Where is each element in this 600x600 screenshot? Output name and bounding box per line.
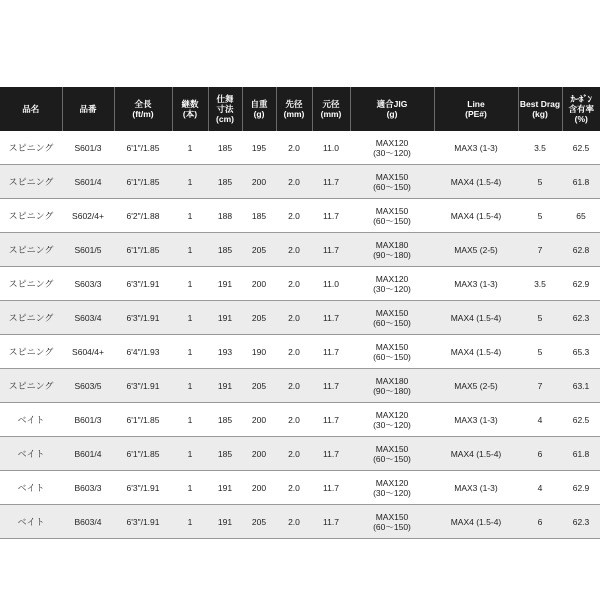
cell-model-number: B601/3 xyxy=(62,403,114,437)
jig-range: (30〜120) xyxy=(373,147,411,158)
header-tip-diameter: 先径 (mm) xyxy=(276,87,312,131)
cell-carbon-content: 65.3 xyxy=(562,335,600,369)
cell-product-name: スピニング xyxy=(0,165,62,199)
cell-weight: 200 xyxy=(242,471,276,505)
table-body xyxy=(0,131,600,539)
cell-total-length: 6'2"/1.88 xyxy=(114,199,172,233)
jig-max: MAX120 xyxy=(375,409,409,420)
cell-line: MAX4 (1.5-4) xyxy=(434,301,518,335)
jig-range: (30〜120) xyxy=(373,419,411,430)
cell-carbon-content: 61.8 xyxy=(562,165,600,199)
cell-carbon-content: 62.5 xyxy=(562,403,600,437)
cell-closed-length: 185 xyxy=(208,403,242,437)
cell-butt-diameter: 11.7 xyxy=(312,335,350,369)
cell-weight: 205 xyxy=(242,369,276,403)
cell-best-drag: 3.5 xyxy=(518,267,562,301)
jig-range: (60〜150) xyxy=(373,453,411,464)
header-jig-weight: 適合JIG (g) xyxy=(350,87,434,131)
header-product-name: 品名 xyxy=(0,87,62,131)
cell-line: MAX3 (1-3) xyxy=(434,403,518,437)
cell-total-length: 6'3"/1.91 xyxy=(114,301,172,335)
table-row xyxy=(0,471,600,505)
table-row xyxy=(0,437,600,471)
cell-butt-diameter: 11.7 xyxy=(312,369,350,403)
cell-jig-weight xyxy=(350,369,434,403)
jig-max: MAX150 xyxy=(375,511,409,522)
cell-product-name: ベイト xyxy=(0,403,62,437)
cell-carbon-content: 62.9 xyxy=(562,471,600,505)
cell-closed-length: 185 xyxy=(208,233,242,267)
cell-weight: 200 xyxy=(242,437,276,471)
cell-best-drag: 7 xyxy=(518,233,562,267)
cell-pieces: 1 xyxy=(172,369,208,403)
jig-range: (60〜150) xyxy=(373,351,411,362)
cell-closed-length: 193 xyxy=(208,335,242,369)
cell-carbon-content: 63.1 xyxy=(562,369,600,403)
cell-jig-weight xyxy=(350,437,434,471)
cell-product-name: ベイト xyxy=(0,505,62,539)
cell-product-name: スピニング xyxy=(0,267,62,301)
cell-product-name: ベイト xyxy=(0,471,62,505)
table-row xyxy=(0,165,600,199)
cell-best-drag: 7 xyxy=(518,369,562,403)
cell-line: MAX3 (1-3) xyxy=(434,267,518,301)
cell-jig-weight xyxy=(350,335,434,369)
cell-tip-diameter: 2.0 xyxy=(276,301,312,335)
cell-pieces: 1 xyxy=(172,267,208,301)
cell-pieces: 1 xyxy=(172,403,208,437)
jig-max: MAX150 xyxy=(375,443,409,454)
cell-butt-diameter: 11.7 xyxy=(312,165,350,199)
table-row xyxy=(0,505,600,539)
cell-best-drag: 4 xyxy=(518,471,562,505)
cell-pieces: 1 xyxy=(172,335,208,369)
cell-carbon-content: 62.8 xyxy=(562,233,600,267)
cell-tip-diameter: 2.0 xyxy=(276,403,312,437)
cell-product-name: スピニング xyxy=(0,233,62,267)
cell-tip-diameter: 2.0 xyxy=(276,267,312,301)
cell-butt-diameter: 11.7 xyxy=(312,505,350,539)
cell-best-drag: 4 xyxy=(518,403,562,437)
cell-best-drag: 6 xyxy=(518,437,562,471)
cell-weight: 200 xyxy=(242,165,276,199)
cell-jig-weight xyxy=(350,505,434,539)
cell-tip-diameter: 2.0 xyxy=(276,505,312,539)
table-row xyxy=(0,199,600,233)
cell-model-number: S601/4 xyxy=(62,165,114,199)
cell-butt-diameter: 11.7 xyxy=(312,301,350,335)
jig-max: MAX150 xyxy=(375,341,409,352)
cell-jig-weight xyxy=(350,471,434,505)
cell-pieces: 1 xyxy=(172,437,208,471)
cell-tip-diameter: 2.0 xyxy=(276,199,312,233)
jig-range: (30〜120) xyxy=(373,283,411,294)
table-row xyxy=(0,131,600,165)
cell-closed-length: 188 xyxy=(208,199,242,233)
jig-range: (30〜120) xyxy=(373,487,411,498)
table-row xyxy=(0,233,600,267)
cell-model-number: S602/4+ xyxy=(62,199,114,233)
cell-weight: 190 xyxy=(242,335,276,369)
cell-line: MAX3 (1-3) xyxy=(434,131,518,165)
jig-range: (60〜150) xyxy=(373,521,411,532)
cell-tip-diameter: 2.0 xyxy=(276,369,312,403)
jig-max: MAX120 xyxy=(375,273,409,284)
cell-butt-diameter: 11.7 xyxy=(312,199,350,233)
cell-best-drag: 5 xyxy=(518,301,562,335)
cell-tip-diameter: 2.0 xyxy=(276,471,312,505)
cell-closed-length: 185 xyxy=(208,437,242,471)
cell-closed-length: 191 xyxy=(208,267,242,301)
cell-total-length: 6'3"/1.91 xyxy=(114,505,172,539)
cell-butt-diameter: 11.7 xyxy=(312,437,350,471)
header-weight: 自重 (g) xyxy=(242,87,276,131)
cell-total-length: 6'1"/1.85 xyxy=(114,437,172,471)
cell-model-number: B603/3 xyxy=(62,471,114,505)
cell-best-drag: 6 xyxy=(518,505,562,539)
cell-best-drag: 3.5 xyxy=(518,131,562,165)
cell-jig-weight xyxy=(350,131,434,165)
table-row xyxy=(0,369,600,403)
table-row xyxy=(0,267,600,301)
cell-model-number: S604/4+ xyxy=(62,335,114,369)
cell-jig-weight xyxy=(350,199,434,233)
cell-model-number: S603/3 xyxy=(62,267,114,301)
cell-jig-weight xyxy=(350,267,434,301)
cell-line: MAX4 (1.5-4) xyxy=(434,199,518,233)
cell-carbon-content: 62.3 xyxy=(562,301,600,335)
cell-model-number: S601/5 xyxy=(62,233,114,267)
cell-pieces: 1 xyxy=(172,165,208,199)
rod-spec-table xyxy=(0,87,600,539)
cell-closed-length: 185 xyxy=(208,165,242,199)
jig-range: (60〜150) xyxy=(373,317,411,328)
cell-line: MAX4 (1.5-4) xyxy=(434,165,518,199)
cell-line: MAX4 (1.5-4) xyxy=(434,437,518,471)
table-row xyxy=(0,301,600,335)
jig-max: MAX150 xyxy=(375,307,409,318)
cell-pieces: 1 xyxy=(172,199,208,233)
cell-product-name: ベイト xyxy=(0,437,62,471)
cell-closed-length: 191 xyxy=(208,301,242,335)
header-best-drag: Best Drag (kg) xyxy=(518,87,562,131)
cell-tip-diameter: 2.0 xyxy=(276,131,312,165)
jig-max: MAX180 xyxy=(375,375,409,386)
cell-weight: 205 xyxy=(242,233,276,267)
cell-carbon-content: 62.3 xyxy=(562,505,600,539)
cell-jig-weight xyxy=(350,165,434,199)
cell-total-length: 6'3"/1.91 xyxy=(114,267,172,301)
cell-closed-length: 191 xyxy=(208,505,242,539)
jig-max: MAX150 xyxy=(375,171,409,182)
cell-pieces: 1 xyxy=(172,131,208,165)
header-model-number: 品番 xyxy=(62,87,114,131)
cell-best-drag: 5 xyxy=(518,335,562,369)
cell-closed-length: 185 xyxy=(208,131,242,165)
cell-pieces: 1 xyxy=(172,471,208,505)
cell-pieces: 1 xyxy=(172,301,208,335)
cell-model-number: S603/4 xyxy=(62,301,114,335)
cell-tip-diameter: 2.0 xyxy=(276,233,312,267)
cell-model-number: S601/3 xyxy=(62,131,114,165)
jig-range: (90〜180) xyxy=(373,249,411,260)
cell-product-name: スピニング xyxy=(0,369,62,403)
cell-total-length: 6'3"/1.91 xyxy=(114,369,172,403)
cell-closed-length: 191 xyxy=(208,369,242,403)
cell-pieces: 1 xyxy=(172,233,208,267)
cell-line: MAX3 (1-3) xyxy=(434,471,518,505)
jig-max: MAX150 xyxy=(375,205,409,216)
header-butt-diameter: 元径 (mm) xyxy=(312,87,350,131)
cell-model-number: B601/4 xyxy=(62,437,114,471)
header-line: Line (PE#) xyxy=(434,87,518,131)
table-header xyxy=(0,87,600,131)
cell-closed-length: 191 xyxy=(208,471,242,505)
cell-butt-diameter: 11.0 xyxy=(312,131,350,165)
cell-weight: 195 xyxy=(242,131,276,165)
cell-carbon-content: 62.5 xyxy=(562,131,600,165)
cell-tip-diameter: 2.0 xyxy=(276,437,312,471)
cell-product-name: スピニング xyxy=(0,301,62,335)
header-carbon-content: ｶｰﾎﾞﾝ 含有率 (%) xyxy=(562,87,600,131)
cell-line: MAX4 (1.5-4) xyxy=(434,335,518,369)
header-total-length: 全長 (ft/m) xyxy=(114,87,172,131)
cell-product-name: スピニング xyxy=(0,199,62,233)
header-closed-length: 仕舞 寸法 (cm) xyxy=(208,87,242,131)
cell-weight: 200 xyxy=(242,267,276,301)
cell-total-length: 6'4"/1.93 xyxy=(114,335,172,369)
cell-product-name: スピニング xyxy=(0,335,62,369)
cell-jig-weight xyxy=(350,301,434,335)
cell-total-length: 6'1"/1.85 xyxy=(114,233,172,267)
cell-carbon-content: 61.8 xyxy=(562,437,600,471)
cell-best-drag: 5 xyxy=(518,199,562,233)
table-row xyxy=(0,335,600,369)
cell-product-name: スピニング xyxy=(0,131,62,165)
cell-weight: 205 xyxy=(242,505,276,539)
cell-butt-diameter: 11.7 xyxy=(312,233,350,267)
table-row xyxy=(0,403,600,437)
jig-max: MAX120 xyxy=(375,477,409,488)
header-pieces: 継数 (本) xyxy=(172,87,208,131)
jig-range: (60〜150) xyxy=(373,181,411,192)
jig-range: (60〜150) xyxy=(373,215,411,226)
cell-model-number: S603/5 xyxy=(62,369,114,403)
header-row xyxy=(0,87,600,131)
cell-line: MAX4 (1.5-4) xyxy=(434,505,518,539)
cell-pieces: 1 xyxy=(172,505,208,539)
cell-weight: 200 xyxy=(242,403,276,437)
cell-weight: 185 xyxy=(242,199,276,233)
cell-weight: 205 xyxy=(242,301,276,335)
cell-jig-weight xyxy=(350,403,434,437)
cell-carbon-content: 65 xyxy=(562,199,600,233)
cell-line: MAX5 (2-5) xyxy=(434,233,518,267)
cell-total-length: 6'1"/1.85 xyxy=(114,165,172,199)
cell-butt-diameter: 11.7 xyxy=(312,403,350,437)
cell-model-number: B603/4 xyxy=(62,505,114,539)
cell-best-drag: 5 xyxy=(518,165,562,199)
cell-tip-diameter: 2.0 xyxy=(276,165,312,199)
jig-range: (90〜180) xyxy=(373,385,411,396)
cell-butt-diameter: 11.0 xyxy=(312,267,350,301)
cell-tip-diameter: 2.0 xyxy=(276,335,312,369)
cell-carbon-content: 62.9 xyxy=(562,267,600,301)
cell-jig-weight xyxy=(350,233,434,267)
cell-butt-diameter: 11.7 xyxy=(312,471,350,505)
cell-total-length: 6'3"/1.91 xyxy=(114,471,172,505)
jig-max: MAX120 xyxy=(375,137,409,148)
cell-line: MAX5 (2-5) xyxy=(434,369,518,403)
cell-total-length: 6'1"/1.85 xyxy=(114,131,172,165)
jig-max: MAX180 xyxy=(375,239,409,250)
cell-total-length: 6'1"/1.85 xyxy=(114,403,172,437)
